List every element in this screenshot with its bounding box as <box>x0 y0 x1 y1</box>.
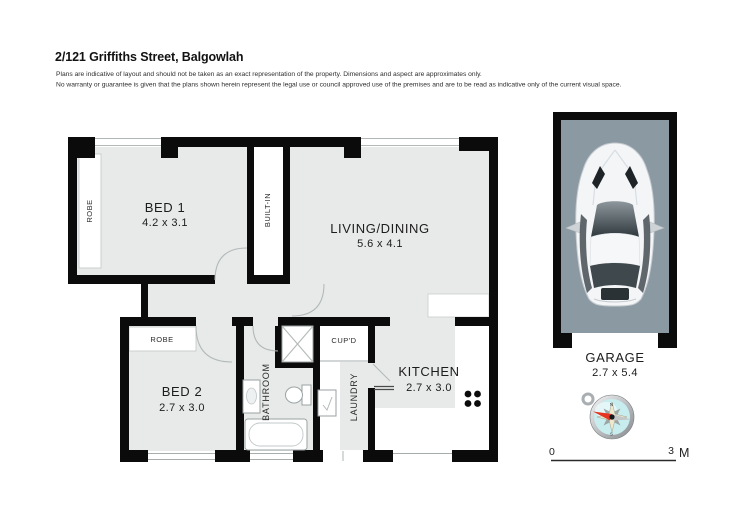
living-bench <box>428 294 489 317</box>
wall-pier <box>344 137 361 158</box>
label-built-in: BUILT-IN <box>263 192 272 228</box>
cooktop-burner <box>465 391 472 398</box>
wall <box>313 317 390 326</box>
toilet-bowl <box>286 387 303 403</box>
wall <box>313 326 320 452</box>
window-bathroom <box>250 451 293 462</box>
label-robe-bed2: ROBE <box>150 335 174 344</box>
kitchen-bench-bottom <box>375 408 489 452</box>
wall <box>489 137 498 462</box>
cooktop-burner <box>465 400 472 407</box>
label-robe-bed1: ROBE <box>85 199 94 223</box>
wall <box>455 317 489 326</box>
wall <box>247 275 290 284</box>
compass-south-label: S <box>609 431 614 437</box>
label-bathroom: BATHROOM <box>261 363 271 421</box>
label-kitchen: KITCHEN <box>398 364 460 379</box>
wall-pier <box>161 137 178 158</box>
window-kitchen <box>393 451 452 462</box>
dims-kitchen: 2.7 x 3.0 <box>406 382 452 394</box>
wall <box>368 326 375 363</box>
dims-bed2: 2.7 x 3.0 <box>159 402 205 414</box>
wall-pier <box>293 450 323 462</box>
wall <box>368 388 375 452</box>
label-bed2: BED 2 <box>161 384 203 399</box>
scale-start-label: 0 <box>549 446 555 458</box>
disclaimer-line-1: Plans are indicative of layout and should not be taken as an exact representation of the property. Dimensions and aspect are approximates only. <box>56 71 482 78</box>
header <box>55 50 622 89</box>
wall <box>244 317 253 326</box>
page-title: 2/121 Griffiths Street, Balgowlah <box>55 50 244 64</box>
dims-bed1: 4.2 x 3.1 <box>142 217 188 229</box>
label-laundry: LAUNDRY <box>349 372 359 422</box>
compass-ring <box>583 394 593 404</box>
laundry-tub <box>318 390 336 416</box>
car-roof <box>590 233 640 266</box>
car-rear-window <box>590 263 640 288</box>
dims-living: 5.6 x 4.1 <box>357 238 403 250</box>
basin <box>247 388 257 404</box>
garage-door-pier <box>658 333 677 348</box>
toilet-cistern <box>302 385 311 405</box>
label-bed1: BED 1 <box>144 200 186 215</box>
compass-north-label: N <box>609 402 614 407</box>
cooktop-burner <box>474 400 481 407</box>
wall-pier <box>120 450 148 462</box>
cooktop-burner <box>474 391 481 398</box>
window-bed2 <box>148 451 215 462</box>
wall <box>120 317 196 326</box>
disclaimer-line-2: No warranty or guarantee is given that the plans shown herein represent the legal use or council approved use of the premises and are to be read as indicative only of the current visual space. <box>56 81 622 89</box>
dims-garage: 2.7 x 5.4 <box>592 367 638 379</box>
wall <box>68 137 77 284</box>
scale-bar <box>549 445 689 461</box>
wall-pier <box>363 450 393 462</box>
wall <box>120 317 129 462</box>
compass-pivot <box>609 414 614 419</box>
wall <box>68 275 215 284</box>
bathtub <box>245 419 307 450</box>
wall <box>283 146 290 275</box>
wall <box>278 317 313 326</box>
scale-unit-label: M <box>679 446 690 460</box>
garage-door-pier <box>553 333 572 348</box>
garage <box>553 112 677 379</box>
wall-pier <box>215 450 250 462</box>
label-living: LIVING/DINING <box>330 221 430 236</box>
label-cupboard: CUP'D <box>331 336 357 345</box>
scale-end-label: 3 <box>668 445 674 457</box>
car-engine-grille <box>601 288 629 300</box>
car-windshield <box>591 201 639 237</box>
compass-icon <box>583 394 634 439</box>
wall-pier <box>452 450 498 462</box>
wall <box>247 146 254 284</box>
label-garage: GARAGE <box>585 350 645 365</box>
